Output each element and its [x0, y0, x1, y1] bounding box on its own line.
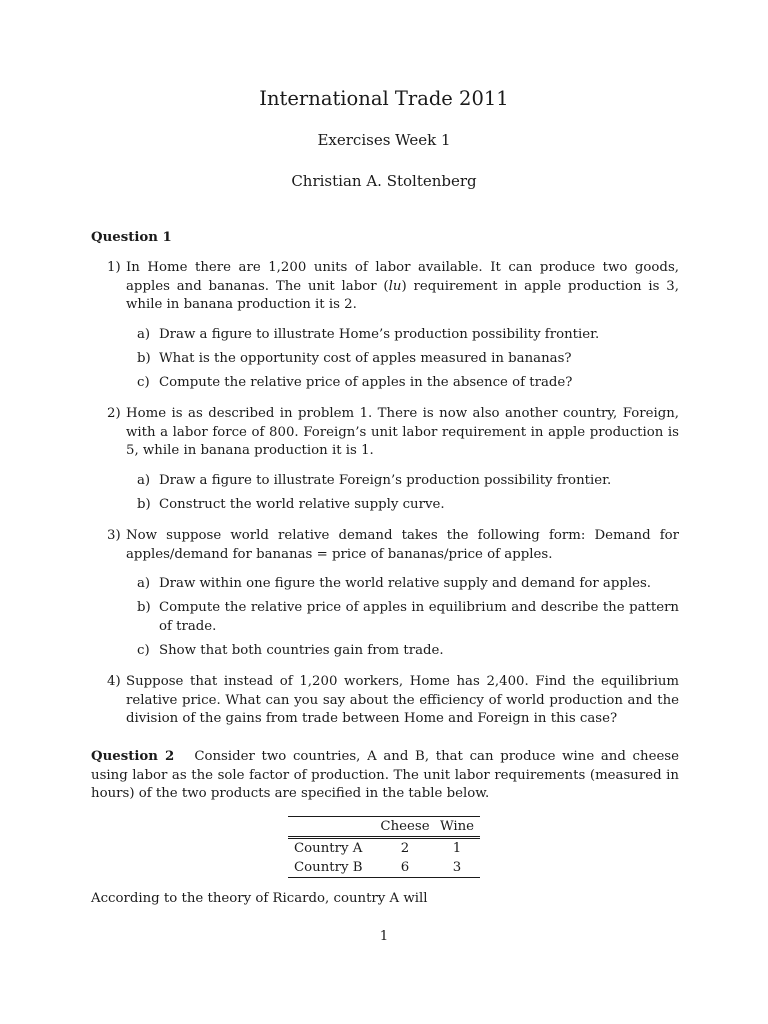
sub-text: Draw within one figure the world relative supply and demand for apples.: [159, 576, 652, 591]
question-1-item-4: [107, 673, 679, 729]
sub-text: Draw a figure to illustrate Foreign’s production possibility frontier.: [159, 473, 612, 488]
table-cell: Country B: [288, 858, 376, 878]
document-author: Christian A. Stoltenberg: [291, 172, 477, 190]
item-text: Now suppose world relative demand takes the following form: Demand for apples/demand for bananas = price of bananas/price of apples.: [126, 528, 679, 562]
item-text: In Home there are 1,200 units of labor available. It can produce two goods, apples and bananas. The unit labor (lu) requirement in apple production is 3, while in banana production it is 2.: [126, 260, 679, 312]
sub-label: a): [137, 327, 151, 342]
table-header-row: [288, 817, 480, 838]
question-1-heading: Question 1: [91, 230, 172, 245]
question-1-item-1-sub-b: [137, 350, 679, 369]
item-number: 1): [107, 260, 121, 275]
question-2-paragraph: [91, 748, 679, 804]
sub-text: Compute the relative price of apples in equilibrium and describe the pattern of trade.: [159, 600, 679, 634]
table-header-cell: Wine: [434, 817, 480, 838]
table-cell: Country A: [294, 841, 363, 856]
question-1-item-3-sub-a: [137, 575, 679, 594]
question-1-item-2-sub-b: [137, 496, 679, 515]
table-cell: 3: [434, 858, 480, 878]
table-cell: 2: [400, 841, 410, 856]
question-2-followup: According to the theory of Ricardo, country A will: [91, 891, 428, 906]
table-cell: 1: [452, 841, 462, 856]
question-1-item-2: [107, 405, 679, 461]
labor-requirements-table: [288, 816, 480, 878]
table-row: [288, 838, 480, 859]
item-number: 3): [107, 528, 121, 543]
question-2-text: Consider two countries, A and B, that can produce wine and cheese using labor as the sole factor of production. The unit labor requirements (measured in hours) of the two products are specified in the table below.: [91, 749, 680, 801]
question-1-item-2-sub-a: [137, 472, 679, 491]
sub-label: b): [137, 600, 151, 615]
question-1-item-3-sub-c: [137, 642, 679, 661]
question-1-item-1: [107, 259, 679, 315]
sub-label: b): [137, 351, 151, 366]
question-1-item-3: [107, 527, 679, 564]
table-header-cell: [288, 817, 376, 838]
sub-label: b): [137, 497, 151, 512]
sub-label: a): [137, 473, 151, 488]
page-number: 1: [379, 929, 389, 944]
document-subtitle: Exercises Week 1: [317, 131, 451, 149]
sub-label: a): [137, 576, 151, 591]
sub-text: What is the opportunity cost of apples measured in bananas?: [159, 351, 572, 366]
sub-text: Compute the relative price of apples in the absence of trade?: [159, 375, 573, 390]
table-cell: 6: [376, 858, 434, 878]
table-row: [288, 858, 480, 878]
item-number: 2): [107, 406, 121, 421]
question-1-item-3-sub-b: [137, 599, 679, 636]
question-1-item-1-sub-c: [137, 374, 679, 393]
item-text: Home is as described in problem 1. There is now also another country, Foreign, with a labor force of 800. Foreign’s unit labor requirement in apple production is 5, while in banana production it is 1.: [126, 406, 679, 458]
item-text: Suppose that instead of 1,200 workers, Home has 2,400. Find the equilibrium relative price. What can you say about the efficiency of world production and the division of the gains from trade between Home and Foreign in this case?: [126, 674, 679, 726]
sub-text: Construct the world relative supply curve.: [159, 497, 445, 512]
sub-label: c): [137, 375, 150, 390]
document-title: International Trade 2011: [259, 87, 509, 110]
sub-label: c): [137, 643, 150, 658]
table-header-cell: Cheese: [376, 817, 434, 838]
item-number: 4): [107, 674, 121, 689]
question-2-heading: Question 2: [91, 749, 175, 764]
sub-text: Draw a figure to illustrate Home’s production possibility frontier.: [159, 327, 600, 342]
sub-text: Show that both countries gain from trade.: [159, 643, 444, 658]
question-1-item-1-sub-a: [137, 326, 679, 345]
